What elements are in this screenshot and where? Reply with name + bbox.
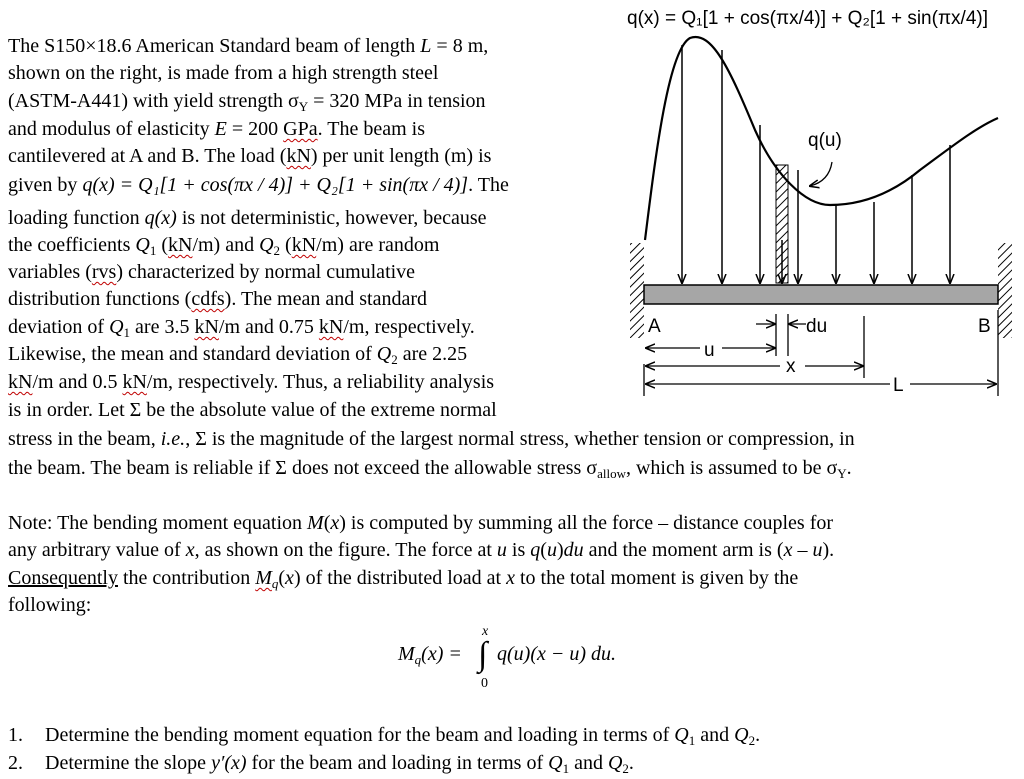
support-b-label: B bbox=[978, 316, 991, 337]
note-line: Note: The bending moment equation M(x) is computed by summing all the force – distance couples for bbox=[8, 512, 834, 534]
integral-sign: ∫ bbox=[478, 636, 488, 673]
beam-diagram bbox=[615, 0, 1020, 410]
problem-line: the beam. The beam is reliable if Σ does not exceed the allowable stress $\sigma_{allow}$, which is assumed to be $\sigma_Y$. bbox=[8, 457, 852, 481]
problem-line: is in order. Let Σ be the absolute value of the extreme normal bbox=[8, 399, 497, 421]
wall-a bbox=[630, 243, 644, 338]
x-label: x bbox=[786, 356, 796, 377]
integral-upper: x bbox=[482, 624, 489, 639]
problem-line: (ASTM-A441) with yield strength $\sigma_Y = 320$ MPa in tension bbox=[8, 90, 486, 114]
u-label: u bbox=[704, 340, 715, 361]
problem-line: cantilevered at A and B. The load (kN) per unit length (m) is bbox=[8, 145, 492, 167]
problem-line: the coefficients $Q_1$ (kN/m) and $Q_2$ (kN/m) are random bbox=[8, 234, 440, 258]
note-line: following: bbox=[8, 594, 92, 616]
integral-lower: 0 bbox=[481, 676, 488, 691]
question-item: 1. Determine the bending moment equation for the beam and loading in terms of $Q_1$ and $Q_2$. bbox=[8, 724, 761, 748]
problem-line: and modulus of elasticity E = 200 GPa. The beam is bbox=[8, 118, 425, 140]
problem-line: The S150×18.6 American Standard beam of length L = 8 m, bbox=[8, 35, 489, 57]
problem-line: kN/m and 0.5 kN/m, respectively. Thus, a reliability analysis bbox=[8, 371, 495, 393]
support-a-label: A bbox=[648, 316, 661, 337]
problem-line: stress in the beam, i.e., Σ is the magnitude of the largest normal stress, whether tension or compression, in bbox=[8, 428, 855, 450]
problem-line: distribution functions (cdfs). The mean and standard bbox=[8, 288, 427, 310]
problem-line: shown on the right, is made from a high strength steel bbox=[8, 62, 439, 84]
equation-integrand: q(u)(x − u) du. bbox=[497, 643, 617, 665]
equation-lhs: $M_q(x)$ = bbox=[398, 643, 462, 667]
question-item: 2. Determine the slope y′(x) for the beam and loading in terms of $Q_1$ and $Q_2$. bbox=[8, 752, 634, 776]
du-dimension bbox=[756, 314, 806, 356]
qu-label: q(u) bbox=[808, 130, 842, 151]
du-label: du bbox=[806, 316, 828, 337]
note-line: any arbitrary value of x, as shown on the figure. The force at u is q(u)du and the moment arm is (x – u). bbox=[8, 539, 835, 561]
load-arrows bbox=[682, 45, 950, 283]
problem-line: given by q(x) = Q₁[1 + cos(πx / 4)] + Q₂[1 + sin(πx / 4)]. The bbox=[8, 174, 509, 196]
problem-line: loading function q(x) is not deterministic, however, because bbox=[8, 207, 487, 229]
load-formula: q(x) = Q₁[1 + cos(πx/4)] + Q₂[1 + sin(πx/4)] bbox=[627, 8, 988, 29]
problem-line: variables (rvs) characterized by normal cumulative bbox=[8, 261, 416, 283]
problem-line: Likewise, the mean and standard deviation of $Q_2$ are 2.25 bbox=[8, 343, 468, 367]
note-line: Consequently the contribution $M_q(x)$ of the distributed load at x to the total moment is given by the bbox=[8, 567, 799, 591]
wall-b bbox=[998, 243, 1012, 338]
L-label: L bbox=[893, 375, 904, 396]
problem-line: deviation of $Q_1$ are 3.5 kN/m and 0.75 kN/m, respectively. bbox=[8, 316, 475, 340]
beam bbox=[644, 285, 998, 304]
